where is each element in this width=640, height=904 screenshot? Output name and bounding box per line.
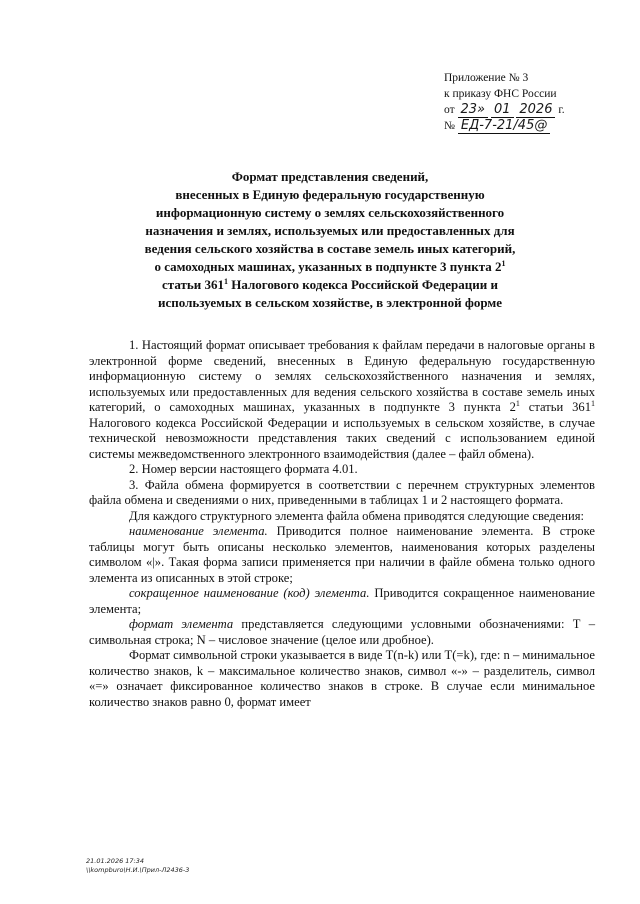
- paragraph-1-part-b: статьи 361: [519, 400, 591, 414]
- title-line-5: ведения сельского хозяйства в составе земель иных категорий,: [144, 241, 516, 256]
- paragraph-1-sup-1: 1: [515, 399, 520, 408]
- number-prefix: №: [444, 120, 455, 132]
- paragraph-1: [89, 338, 595, 462]
- paragraph-5-term: наименование элемента.: [129, 524, 268, 538]
- title-line-2: внесенных в Единую федеральную государственную: [175, 187, 485, 202]
- title-line-4: назначения и землях, используемых или предоставленных для: [145, 223, 515, 238]
- title-line-7-rest: Налогового кодекса Российской Федерации и: [228, 277, 498, 292]
- date-suffix: г.: [558, 104, 565, 116]
- title-line-8: используемых в сельском хозяйстве, в электронной форме: [158, 295, 502, 310]
- title-line-6-text: о самоходных машинах, указанных в подпункте 3 пункта 2: [154, 259, 502, 274]
- appendix-block: [444, 70, 624, 134]
- footer-timestamp: 21.01.2026 17:34: [86, 857, 145, 865]
- title-line-7: [80, 276, 580, 294]
- document-title: [80, 168, 580, 312]
- paragraph-7-term: формат элемента: [129, 617, 234, 631]
- date-month: 01: [491, 102, 514, 118]
- title-line-6: [80, 258, 580, 276]
- paragraph-1-part-a: 1. Настоящий формат описывает требования к файлам передачи в налоговые органы в электронной форме сведений, внесенных в Единую федеральную государственную информационную систему о землях сельскохозяйственного назначения и землях, используемых или предоставленных для ведения сельского хозяйства в составе земель иных категорий, о самоходных машинах, указанных в подпункте 3 пункта 2: [89, 338, 595, 414]
- paragraph-5: [89, 524, 595, 586]
- paragraph-6-term: сокращенное наименование (код) элемента.: [129, 586, 370, 600]
- paragraph-3: 3. Файла обмена формируется в соответствии с перечнем структурных элементов файла обмена и сведениями о них, приведенными в таблицах 1 и 2 настоящего формата.: [89, 477, 595, 507]
- paragraph-1-part-c: Налогового кодекса Российской Федерации и используемых в сельском хозяйстве, в случае технической невозможности представления таких сведений с использованием единой системы межведомственного электронного взаимодействия (далее – файл обмена).: [89, 415, 595, 461]
- appendix-date-line: [444, 102, 624, 118]
- title-line-3: информационную систему о землях сельскохозяйственного: [155, 205, 505, 220]
- date-prefix: от: [444, 104, 455, 116]
- paragraph-1-sup-2: 1: [591, 399, 595, 408]
- appendix-number-line: [444, 118, 624, 134]
- order-number: ЕД-7-21/45@: [458, 118, 551, 134]
- paragraph-8: Формат символьной строки указывается в виде Т(n-k) или Т(=k), где: n – минимальное количество знаков, k – максимальное количество знаков, символ «-» – разделитель, символ «=» означает фиксированное количество знаков в строке. В случае если минимальное количество знаков равно 0, формат имеет: [89, 648, 595, 709]
- paragraph-6: [89, 586, 595, 617]
- document-body: [89, 338, 595, 710]
- paragraph-2: 2. Номер версии настоящего формата 4.01.: [129, 462, 358, 476]
- appendix-line-1: Приложение № 3: [444, 72, 529, 84]
- date-year: 2026: [516, 102, 555, 118]
- title-line-6-sup: 1: [501, 259, 506, 268]
- date-day: 23»: [458, 102, 489, 118]
- paragraph-4: Для каждого структурного элемента файла обмена приводятся следующие сведения:: [129, 508, 585, 523]
- title-line-7-text: статьи 361: [162, 277, 225, 292]
- title-line-7-sup: 1: [224, 277, 229, 286]
- footer-info: [86, 857, 189, 875]
- paragraph-5-text: Приводится полное наименование элемента. В строке таблицы могут быть описаны несколько элементов, наименования которых разделены символом «|». Такая форма записи применяется при наличии в файле обмена только одного элемента из описанных в этой строке;: [89, 524, 595, 585]
- footer-file-path: \\kompburo\Н.И.\Прил-Л2436-3: [86, 866, 190, 874]
- appendix-line-2: к приказу ФНС России: [444, 88, 557, 100]
- paragraph-7: [89, 617, 595, 648]
- paragraph-6-text: Приводится сокращенное наименование элемента;: [89, 586, 595, 616]
- paragraph-7-text: представляется следующими условными обозначениями: Т – символьная строка; N – числовое значение (целое или дробное).: [89, 617, 595, 647]
- title-line-1: Формат представления сведений,: [231, 169, 429, 184]
